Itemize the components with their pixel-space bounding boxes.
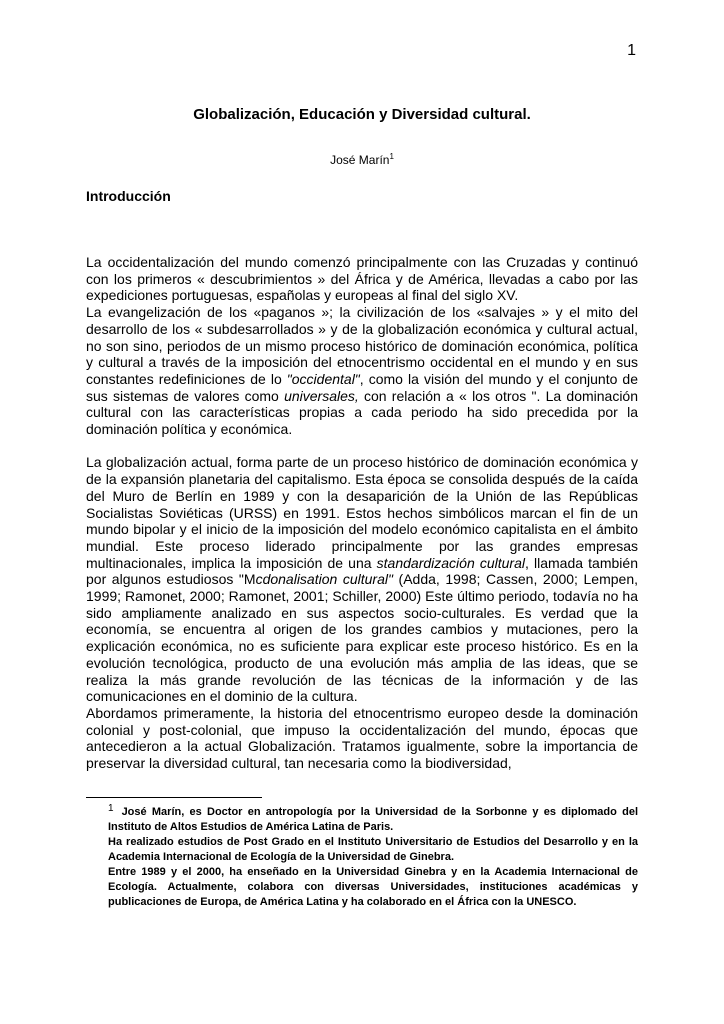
author-name: José Marín [330, 153, 390, 167]
footnote-line-1: 1 José Marín, es Doctor en antropología por la Universidad de la Sorbonne y es diplomado del Instituto de Altos Estudios de América Latina de Paris. [108, 803, 638, 833]
paragraph-3-run: standardización cultural [376, 554, 525, 571]
paragraph-2-run: universales, [284, 387, 359, 404]
paragraph-3-run: cdonalisation cultural" [255, 571, 393, 588]
paragraph-3-run: (Adda, 1998; Cassen, 2000; Lempen, 1999; Ramonet, 2000; Ramonet, 2001; Schiller, 2000) Este último periodo, todavía no ha sido ampliamente analizado en sus aspectos socio-culturales. Es verdad que la economía, se encuentra al origen de los grandes cambios y mutaciones, pero la explicación económica, no es suficiente para explicar este proceso histórico. Es en la evolución tecnológica, producto de una evolución más amplia de las ideas, que se realiza la más grande revolución de las técnicas de la información y de las comunicaciones en el dominio de la cultura. [86, 571, 638, 705]
paragraph-1 [86, 254, 638, 304]
paragraph-2-run: con relación a « los otros ". La dominación cultural con las características propias a cada periodo ha sido precedida por la dominación política y económica. [86, 387, 639, 438]
footnote [108, 801, 638, 910]
paragraph-1-run: La occidentalización del mundo comenzó principalmente con las Cruzadas y continuó con los primeros « descubrimientos » del África y de América, llevadas a cabo por las expediciones portuguesas, españolas y europeas al final del siglo XV. [86, 254, 638, 304]
paragraph-3-run: , llamada también por algunos estudiosos "M [86, 554, 638, 588]
footnote-line-2: Ha realizado estudios de Post Grado en el Instituto Universitario de Estudios del Desarrollo y en la Academia Internacional de Ecología de la Universidad de Ginebra. [108, 836, 638, 863]
section-heading: Introducción [86, 188, 171, 204]
document-title: Globalización, Educación y Diversidad cultural. [193, 106, 531, 123]
paragraph-3 [86, 454, 638, 705]
paragraph-2-run: , como la visión del mundo y el conjunto de sus sistemas de valores como [86, 370, 638, 404]
paragraph-3-run: La globalización actual, forma parte de un proceso histórico de dominación económica y de la expansión planetaria del capitalismo. Esta época se consolida después de la caída del Muro de Berlín en 1989 y con la desaparición de la Unión de las Repúblicas Socialistas Soviéticas (URSS) en 1991. Estos hechos simbólicos marcan el fin de un mundo bipolar y el inicio de la imposición del modelo económico capitalista en el ámbito mundial. Este proceso liderado principalmente por las grandes empresas multinacionales, implica la imposición de una [86, 454, 638, 571]
footnote-line-3: Entre 1989 y el 2000, ha enseñado en la Universidad Ginebra y en la Academia Internacional de Ecología. Actualmente, colabora con diversas Universidades, instituciones académicas y publicaciones de Europa, de América Latina y ha colaborado en el África con la UNESCO. [108, 866, 638, 908]
author-line [0, 152, 724, 167]
paragraph-4 [86, 705, 638, 772]
page-number: 1 [627, 42, 636, 59]
paragraph-2 [86, 304, 638, 438]
author-footnote-mark[interactable]: 1 [389, 152, 394, 161]
paragraph-gap [86, 438, 638, 455]
footnote-mark: 1 [108, 803, 114, 814]
body-text [86, 254, 638, 772]
paragraph-4-run: Abordamos primeramente, la historia del etnocentrismo europeo desde la dominación colonial y post-colonial, que impuso la occidentalización del mundo, épocas que antecedieron a la actual Globalización. Tratamos igualmente, sobre la importancia de preservar la diversidad cultural, tan necesaria como la biodiversidad, [86, 704, 638, 772]
paragraph-2-run: "occidental" [286, 370, 360, 387]
footnote-divider [86, 797, 262, 798]
paragraph-2-run: La evangelización de los «paganos »; la civilización de los «salvajes » y el mito del desarrollo de los « subdesarrollados » y de la globalización económica y cultural actual, no son sino, periodos de un mismo proceso histórico de dominación económica, política y cultural a través de la imposición del etnocentrismo occidental en el mundo y en sus constantes redefiniciones de lo [86, 304, 638, 387]
